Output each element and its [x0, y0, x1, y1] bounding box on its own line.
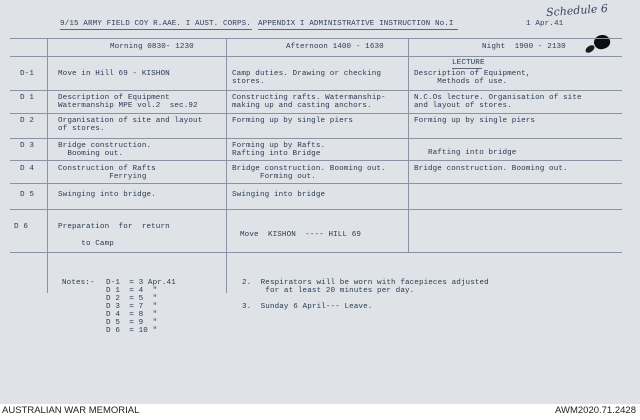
- cell-night: N.C.Os lecture. Organisation of site and layout of stores.: [414, 94, 582, 111]
- table-top-rule: [10, 38, 622, 39]
- row-day-label: D 5: [20, 191, 34, 199]
- row-day-label: D 1: [20, 94, 34, 102]
- notes-label: Notes:-: [62, 279, 95, 287]
- col-rule-day: [47, 38, 48, 293]
- cell-night: Description of Equipment, Methods of use.: [414, 70, 531, 87]
- notes-line: D 6 = 10 ": [106, 327, 158, 335]
- cell-night: Bridge construction. Booming out.: [414, 165, 568, 173]
- cell-night-title-underline: [452, 68, 482, 69]
- cell-afternoon: Forming up by single piers: [232, 117, 354, 125]
- footer-credit: AUSTRALIAN WAR MEMORIAL: [2, 405, 140, 416]
- cell-morning: Bridge construction. Booming out.: [58, 142, 152, 159]
- notes-line: D 4 = 8 ": [106, 311, 158, 319]
- footer-accession: AWM2020.71.2428: [555, 405, 636, 416]
- col-rule-morning: [226, 38, 227, 293]
- row-day-label: D 3: [20, 142, 34, 150]
- column-header-morning: Morning 0830- 1230: [110, 43, 194, 51]
- ink-blot-icon: [592, 33, 612, 52]
- cell-afternoon: Move KISHON ---- HILL 69: [240, 231, 362, 239]
- column-header-night: Night 1900 - 2130: [482, 43, 566, 51]
- row-rule-d1: [10, 90, 622, 91]
- note-item-2: 2. Respirators will be worn with facepieces adjusted for at least 20 minutes per day.: [242, 279, 489, 296]
- column-header-afternoon: Afternoon 1400 - 1630: [286, 43, 384, 51]
- notes-line: D 5 = 9 ": [106, 319, 158, 327]
- cell-afternoon: Forming up by Rafts. Rafting into Bridge: [232, 142, 326, 159]
- cell-morning: Preparation for return to Camp: [58, 223, 170, 248]
- notes-line: D 3 = 7 ": [106, 303, 158, 311]
- table-header-rule: [10, 56, 622, 57]
- cell-night: Forming up by single piers: [414, 117, 536, 125]
- heading-appendix: APPENDIX I ADMINISTRATIVE INSTRUCTION No.I: [258, 20, 454, 28]
- col-rule-afternoon: [408, 38, 409, 252]
- heading-unit-underline: [60, 29, 252, 30]
- row-day-label: D 4: [20, 165, 34, 173]
- heading-unit: 9/15 ARMY FIELD COY R.AAE. I AUST. CORPS.: [60, 20, 251, 28]
- ink-blot-drip-icon: [584, 44, 596, 55]
- heading-date: 1 Apr.41: [526, 20, 564, 28]
- cell-morning: Swinging into bridge.: [58, 191, 156, 199]
- cell-afternoon: Constructing rafts. Watermanship- making up and casting anchors.: [232, 94, 386, 111]
- row-rule-d5: [10, 183, 622, 184]
- row-day-label: D-1: [20, 70, 34, 78]
- cell-morning: Construction of Rafts Ferrying: [58, 165, 156, 182]
- cell-afternoon: Camp duties. Drawing or checking stores.: [232, 70, 382, 87]
- notes-line: D 1 = 4 ": [106, 287, 158, 295]
- row-day-label: D 2: [20, 117, 34, 125]
- notes-line: D-1 = 3 Apr.41: [106, 279, 176, 287]
- row-rule-d2: [10, 113, 622, 114]
- cell-morning: Description of Equipment Watermanship MPE vol.2 sec.92: [58, 94, 198, 111]
- cell-afternoon: Bridge construction. Booming out. Forming out.: [232, 165, 386, 182]
- row-rule-d6: [10, 209, 622, 210]
- row-rule-d4: [10, 160, 622, 161]
- notes-line: D 2 = 5 ": [106, 295, 158, 303]
- note-item-3: 3. Sunday 6 April--- Leave.: [242, 303, 373, 311]
- cell-morning: Organisation of site and layout of stores.: [58, 117, 203, 134]
- row-rule-d3: [10, 138, 622, 139]
- row-rule-bottom: [10, 252, 622, 253]
- cell-morning: Move in Hill 69 - KISHON: [58, 70, 170, 78]
- cell-afternoon: Swinging into bridge: [232, 191, 326, 199]
- handwritten-annotation: Schedule 6: [545, 1, 609, 20]
- row-day-label: D 6: [14, 223, 28, 231]
- cell-night: Rafting into bridge: [414, 149, 517, 157]
- heading-appendix-underline: [258, 29, 458, 30]
- cell-night-title: LECTURE: [452, 59, 485, 67]
